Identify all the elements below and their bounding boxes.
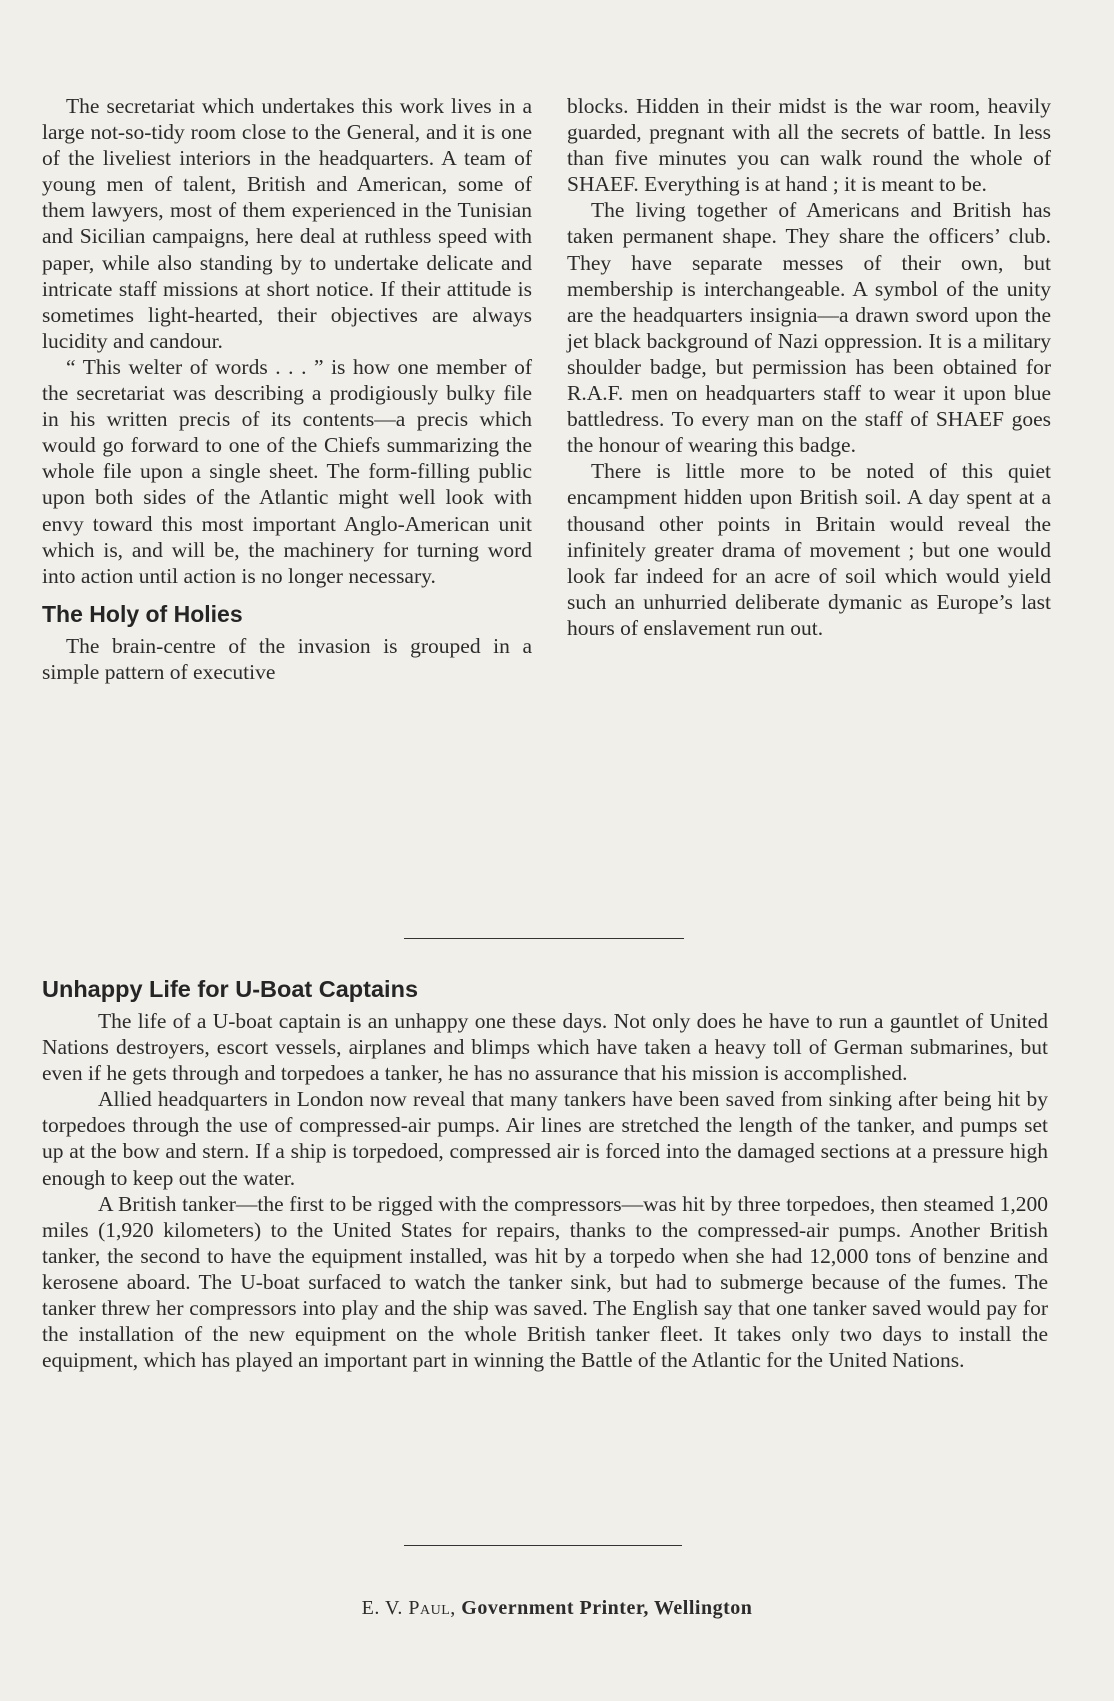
paragraph: Allied headquarters in London now reveal that many tankers have been saved from sinking after being hit by torpedoes through the use of compressed-air pumps. Air lines are stretched the length of the tanker, and pumps set up at the bow and stern. If a ship is torpedoed, compressed air is forced into the damaged sections at a pressure high enough to keep out the water.	[42, 1087, 1048, 1190]
section-heading: The Holy of Holies	[42, 600, 243, 627]
imprint-initials: E. V.	[361, 1597, 403, 1619]
article-heading: Unhappy Life for U-Boat Captains	[42, 976, 419, 1002]
article	[42, 974, 1048, 1373]
paragraph: A British tanker—the first to be rigged with the compressors—was hit by three torpedoes, then steamed 1,200 miles (1,920 kilometers) to the United States for repairs, thanks to the compressed-air pumps. Another British tanker, the second to have the equipment installed, was hit by a torpedo when she had 12,000 tons of benzine and kerosene aboard. The U-boat surfaced to watch the tanker sink, but had to submerge because of the fumes. The tanker threw her compressors into play and the ship was saved. The English say that one tanker saved would pay for the installation of the new equipment on the whole British tanker fleet. It takes only two days to install the equipment, which has played an important part in winning the Battle of the Atlantic for the United Nations.	[42, 1191, 1048, 1373]
right-column	[567, 93, 1051, 641]
paragraph: The brain-centre of the invasion is grouped in a simple pattern of executive	[42, 633, 532, 684]
paragraph: blocks. Hidden in their midst is the war room, heavily guarded, pregnant with all the secrets of battle. In less than five minutes you can walk round the whole of SHAEF. Everything is at hand ; it is meant to be.	[567, 94, 1051, 197]
left-column	[42, 93, 532, 685]
printer-imprint	[0, 1597, 1114, 1620]
imprint-rest: Government Printer, Wellington	[461, 1597, 753, 1619]
divider	[404, 1545, 682, 1546]
paragraph: The living together of Americans and British has taken permanent shape. They share the officers’ club. They have separate messes of their own, but membership is interchangeable. A symbol of the unity are the headquarters insignia—a drawn sword upon the jet black background of Nazi oppression. It is a military shoulder badge, but permission has been obtained for R.A.F. men on headquarters staff to wear it upon blue battledress. To every man on the staff of SHAEF goes the honour of wearing this badge.	[567, 198, 1051, 458]
divider	[404, 938, 684, 939]
paragraph: The life of a U-boat captain is an unhappy one these days. Not only does he have to run a gauntlet of United Nations destroyers, escort vessels, airplanes and blimps which have taken a heavy toll of German submarines, but even if he gets through and torpedoes a tanker, he has no assurance that his mission is accomplished.	[42, 1009, 1048, 1086]
paragraph: The secretariat which undertakes this work lives in a large not-so-tidy room close to the General, and it is one of the liveliest interiors in the headquarters. A team of young men of talent, British and American, some of them lawyers, most of them experienced in the Tunisian and Sicilian campaigns, here deal at ruthless speed with paper, while also standing by to undertake delicate and intricate staff missions at short notice. If their attitude is sometimes light-hearted, their objectives are always lucidity and candour.	[42, 94, 532, 353]
paragraph: “ This welter of words . . . ” is how one member of the secretariat was describing a prodigiously bulky file in his written precis of its contents—a precis which would go forward to one of the Chiefs summarizing the whole file upon a single sheet. The form-filling public upon both sides of the Atlantic might well look with envy toward this most important Anglo-American unit which is, and will be, the machinery for turning word into action until action is no longer necessary.	[42, 354, 532, 588]
paragraph: There is little more to be noted of this quiet encampment hidden upon British soil. A day spent at a thousand other points in Britain would reveal the infinitely greater drama of movement ; but one would look far indeed for an acre of soil which would yield such an unhurried deliberate dymanic as Europe’s last hours of enslavement run out.	[567, 459, 1051, 640]
imprint-name: Paul,	[408, 1597, 456, 1619]
